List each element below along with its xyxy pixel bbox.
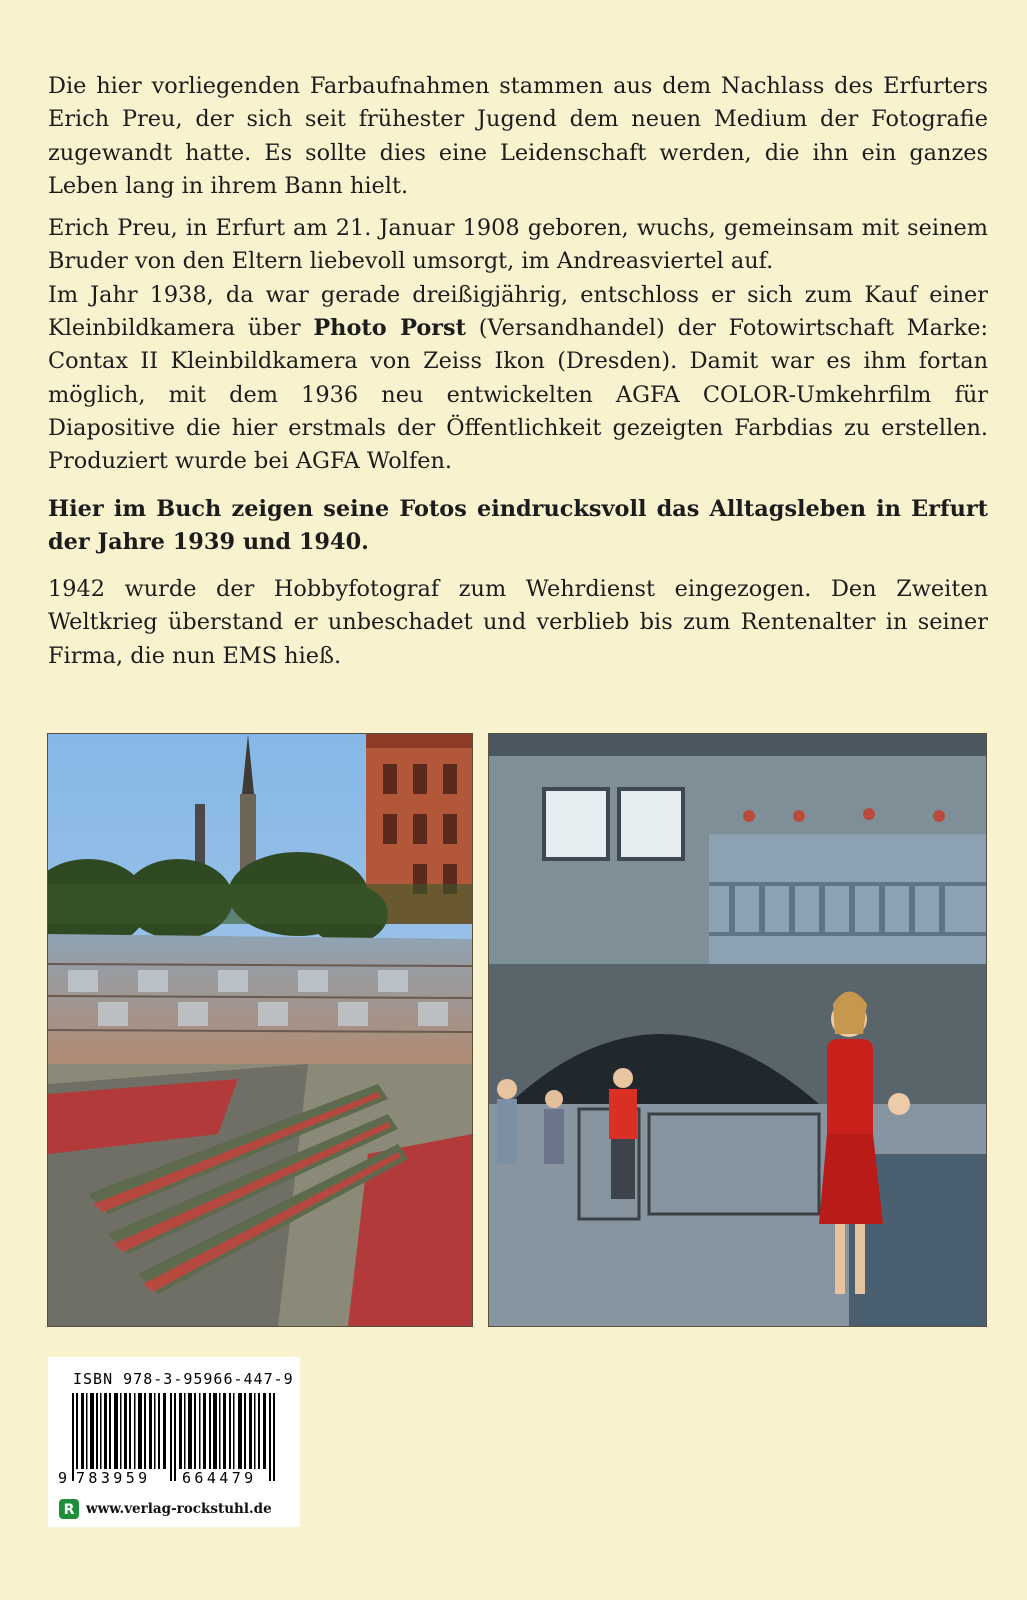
ean-left-digits: 783959	[76, 1469, 151, 1487]
back-cover-text	[48, 70, 988, 673]
paragraph-highlight: Hier im Buch zeigen seine Fotos eindrucksvoll das Alltagsleben in Erfurt der Jahre 1939 und 1940.	[48, 495, 988, 555]
photo-girl-on-bridge	[489, 734, 986, 1326]
paragraph-birth: Erich Preu, in Erfurt am 21. Januar 1908 geboren, wuchs, gemeinsam mit seinem Bruder von den Eltern liebevoll umsorgt, im Andreasviertel auf.	[48, 215, 988, 275]
publisher-logo-icon	[58, 1498, 80, 1520]
publisher-logo-letter: R	[63, 1502, 75, 1518]
camera-text-start: Im Jahr 1938, da war gerade dreißigjährig, entschloss er sich zum Kauf einer Kleinbildkamera über	[48, 281, 988, 342]
publisher-line	[58, 1497, 272, 1521]
paragraph-camera	[48, 279, 988, 479]
camera-text-end: (Versandhandel) der Fotowirtschaft Marke: Contax II Kleinbildkamera von Zeiss Ikon (Dresden). Damit war es ihm fortan möglich, mit dem 1936 neu entwickelten AGFA COLOR-Umkehrfilm für Diapositive die hier erstmals der Öffentlichkeit gezeigten Farbdias zu erstellen. Produziert wurde bei AGFA Wolfen.	[48, 315, 989, 475]
paragraph-later-life: 1942 wurde der Hobbyfotograf zum Wehrdienst eingezogen. Den Zweiten Weltkrieg überstand er unbeschadet und verblieb bis zum Rentenalter in seiner Firma, die nun EMS hieß.	[48, 576, 988, 669]
paragraph-nachlass: Die hier vorliegenden Farbaufnahmen stammen aus dem Nachlass des Erfurters Erich Preu, der sich seit frühester Jugend dem neuen Medium der Fotografie zugewandt hatte. Es sollte dies eine Leidenschaft werden, die ihn ein ganzes Leben lang in ihrem Bann hielt.	[48, 73, 988, 199]
photo-nursery-greenhouses	[48, 734, 472, 1326]
ean-first-digit: 9	[58, 1469, 68, 1487]
photo-porst-bold: Photo Porst	[313, 315, 466, 342]
isbn-barcode-block	[48, 1357, 300, 1527]
publisher-website[interactable]: www.verlag-rockstuhl.de	[86, 1501, 272, 1517]
ean-right-digits: 664479	[182, 1469, 257, 1487]
isbn-number: ISBN 978-3-95966-447-9	[73, 1370, 294, 1388]
